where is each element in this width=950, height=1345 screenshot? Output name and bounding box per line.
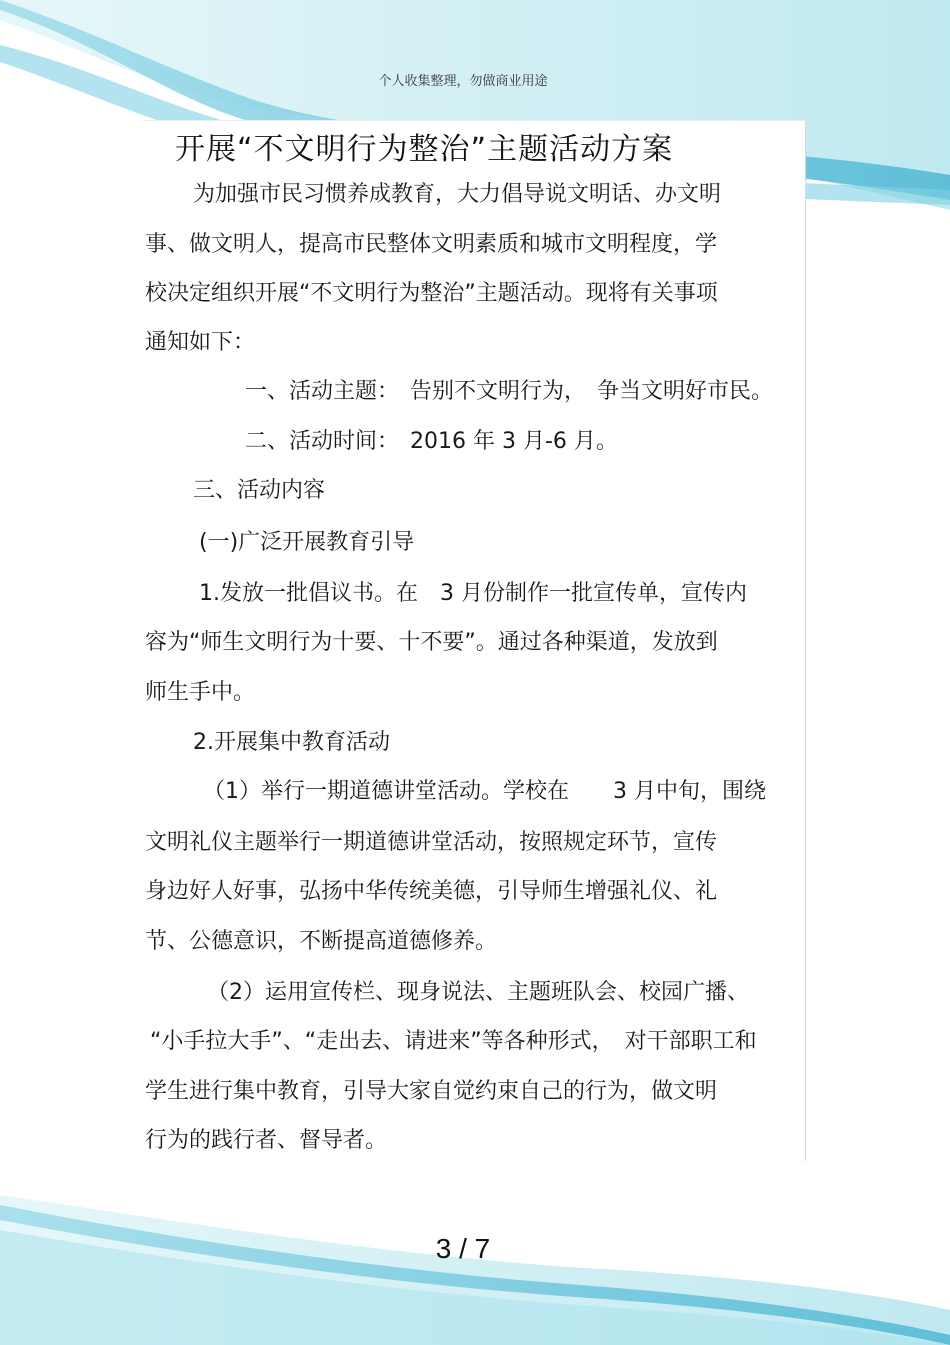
body-line: 二、活动时间： 2016 年 3 月-6 月。 <box>245 429 618 454</box>
body-line: 一、活动主题： 告别不文明行为， 争当文明好市民。 <box>245 379 774 404</box>
body-line: 为加强市民习惯养成教育，大力倡导说文明话、办文明 <box>193 182 722 207</box>
page-number: 3 / 7 <box>435 1233 491 1264</box>
header-note: 个人收集整理，勿做商业用途 <box>378 74 548 89</box>
body-line: （1）举行一期道德讲堂活动。学校在 3 月中旬，围绕 <box>203 779 766 804</box>
body-line: 通知如下： <box>145 330 256 355</box>
subsection-heading: (一)广泛开展教育引导 <box>199 530 415 555</box>
subsection-heading: 2.开展集中教育活动 <box>193 730 390 755</box>
body-line: 校决定组织开展“不文明行为整治”主题活动。现将有关事项 <box>145 281 718 306</box>
body-line: “小手拉大手”、“走出去、请进来”等各种形式， 对干部职工和 <box>150 1029 757 1054</box>
body-line: 行为的践行者、督导者。 <box>145 1128 388 1153</box>
body-line: 文明礼仪主题举行一期道德讲堂活动，按照规定环节，宣传 <box>145 830 718 855</box>
body-line: 学生进行集中教育，引导大家自觉约束自己的行为，做文明 <box>145 1079 718 1104</box>
body-line: 容为“师生文明行为十要、十不要”。通过各种渠道，发放到 <box>145 630 718 655</box>
body-line: 事、做文明人，提高市民整体文明素质和城市文明程度，学 <box>145 232 718 257</box>
body-line: 节、公德意识，不断提高道德修养。 <box>145 929 498 954</box>
document-title: 开展“不文明行为整治”主题活动方案 <box>175 132 674 167</box>
body-line: （2）运用宣传栏、现身说法、主题班队会、校园广播、 <box>207 980 749 1005</box>
body-line: 1.发放一批倡议书。在 3 月份制作一批宣传单，宣传内 <box>199 581 747 606</box>
section-heading: 三、活动内容 <box>193 478 326 503</box>
body-line: 师生手中。 <box>145 680 256 705</box>
body-line: 身边好人好事，弘扬中华传统美德，引导师生增强礼仪、礼 <box>145 879 718 904</box>
